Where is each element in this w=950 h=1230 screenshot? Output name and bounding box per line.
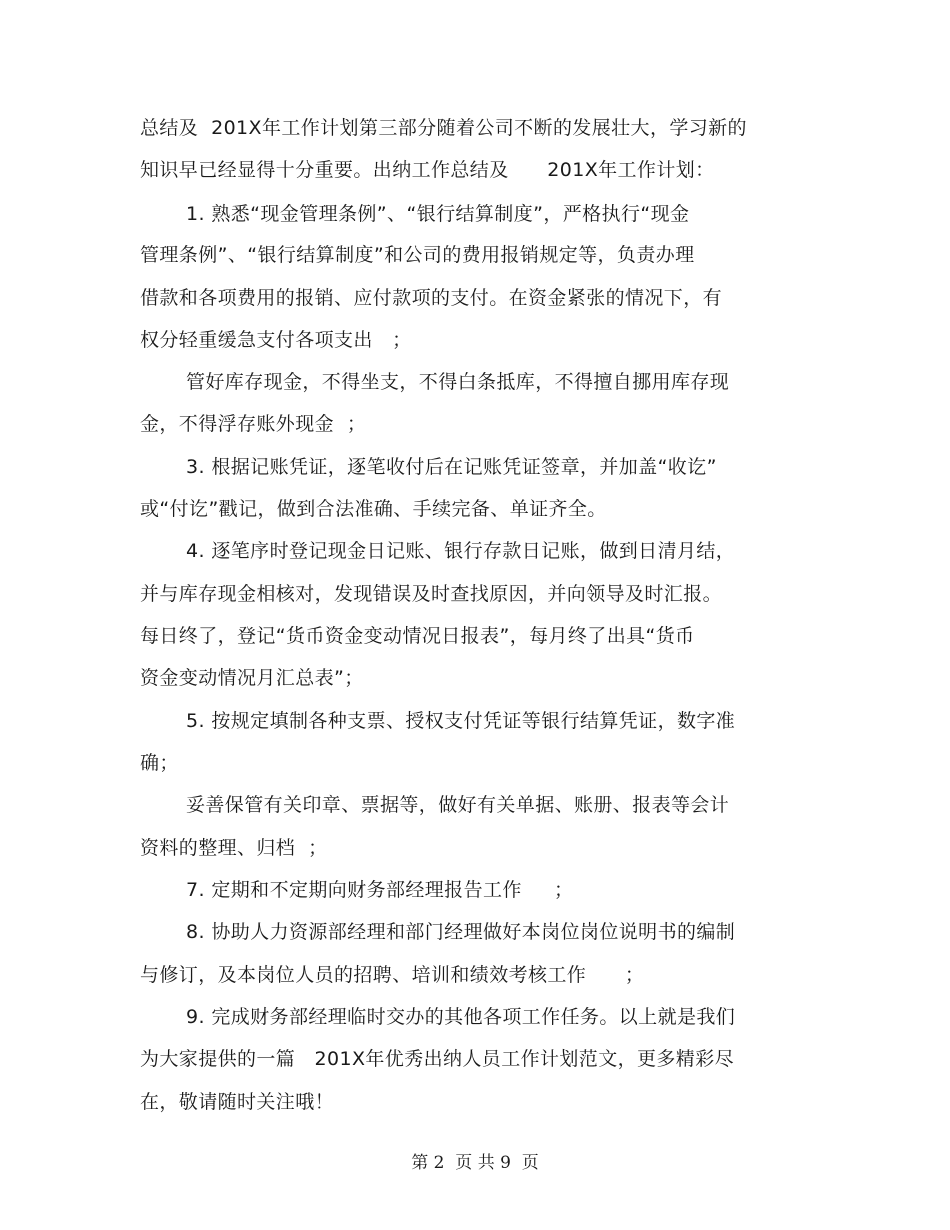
text-line-5: 借款和各项费用的报销、应付款项的支付。在资金紧张的情况下，有 <box>140 287 723 309</box>
text-line-18: 资料的整理、归档 ； <box>140 837 328 859</box>
text-line-9: 3. 根据记账凭证，逐笔收付后在记账凭证签章，并加盖“收讫” <box>186 456 717 478</box>
text-line-11: 4. 逐笔序时登记现金日记账、银行存款日记账，做到日清月结， <box>186 540 736 562</box>
text-line-1: 总结及 201X年工作计划第三部分随着公司不断的发展壮大，学习新的 <box>140 117 747 139</box>
text-line-13: 每日终了，登记“货币资金变动情况日报表”，每月终了出具“货币 <box>140 625 695 647</box>
text-line-8: 金，不得浮存账外现金 ； <box>140 413 367 435</box>
text-line-22: 9. 完成财务部经理临时交办的其他各项工作任务。以上就是我们 <box>186 1006 736 1028</box>
text-line-16: 确； <box>140 752 179 774</box>
text-line-4: 管理条例”、“银行结算制度”和公司的费用报销规定等，负责办理 <box>140 244 695 266</box>
text-line-17: 妥善保管有关印章、票据等，做好有关单据、账册、报表等会计 <box>186 794 730 816</box>
text-line-12: 并与库存现金相核对，发现错误及时查找原因，并向领导及时汇报。 <box>140 583 723 605</box>
text-line-24: 在，敬请随时关注哦！ <box>140 1091 335 1113</box>
text-line-3: 1. 熟悉“现金管理条例”、“银行结算制度”，严格执行“现金 <box>186 203 690 225</box>
text-line-21: 与修订，及本岗位人员的招聘、培训和绩效考核工作 ； <box>140 964 645 986</box>
text-line-6: 权分轻重缓急支付各项支出 ； <box>140 329 412 351</box>
text-line-7: 管好库存现金，不得坐支，不得白条抵库，不得擅自挪用库存现 <box>186 371 730 393</box>
text-line-14: 资金变动情况月汇总表”； <box>140 667 364 689</box>
text-line-19: 7. 定期和不定期向财务部经理报告工作 ； <box>186 879 574 901</box>
text-line-2: 知识早已经显得十分重要。出纳工作总结及 201X年工作计划： <box>140 159 715 181</box>
text-line-20: 8. 协助人力资源部经理和部门经理做好本岗位岗位说明书的编制 <box>186 921 736 943</box>
text-line-15: 5. 按规定填制各种支票、授权支付凭证等银行结算凭证，数字准 <box>186 710 736 732</box>
page-footer: 第 2 页 共 9 页 <box>411 1153 539 1173</box>
text-line-23: 为大家提供的一篇 201X年优秀出纳人员工作计划范文，更多精彩尽 <box>140 1048 735 1070</box>
text-line-10: 或“付讫”戳记，做到合法准确、手续完备、单证齐全。 <box>140 498 607 520</box>
